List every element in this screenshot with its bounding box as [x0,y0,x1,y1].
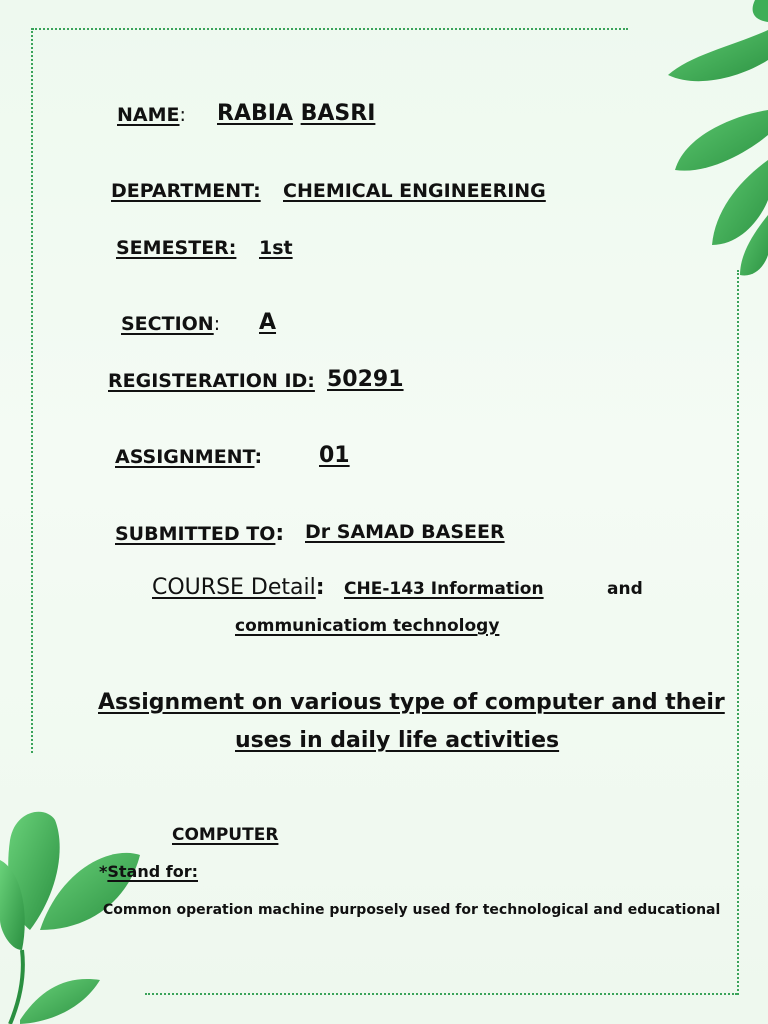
name-value [217,101,375,126]
name-first: RABIA [217,101,293,126]
registration-value: 50291 [327,367,404,392]
leaf-top-right-icon [640,0,768,290]
submitted-colon: : [275,521,285,546]
course-line1-b: and [607,579,643,599]
computer-definition: Common operation machine purposely used for technological and educational [103,902,721,918]
submitted-value: Dr SAMAD BASEER [305,521,505,543]
course-colon: : [315,575,325,600]
submitted-label: SUBMITTED TO [115,523,276,545]
assignment-row [115,446,262,468]
frame-left-border [31,28,33,753]
stand-for-row [99,862,198,881]
stand-label: Stand for: [107,862,198,881]
semester-value: 1st [259,237,293,259]
registration-label: REGISTERATION ID: [108,370,315,392]
section-row [121,313,220,335]
course-label-row [152,575,325,600]
course-line2: communicatiom technology [235,616,500,636]
name-row [117,104,186,126]
topic-line1-wrap [80,690,725,715]
section-label: SECTION [121,313,214,335]
department-value: CHEMICAL ENGINEERING [283,180,546,202]
frame-right-border [737,270,739,995]
stand-star: * [99,862,108,881]
department-label: DEPARTMENT: [111,180,261,202]
topic-line1: Assignment on various type of computer and their [98,690,725,715]
computer-heading: COMPUTER [172,825,279,845]
semester-label: SEMESTER: [116,237,237,259]
assignment-label: ASSIGNMENT [115,446,255,468]
name-colon: : [179,104,186,126]
course-line1-a: CHE-143 Information [344,579,544,599]
frame-top-border [32,28,628,30]
assignment-value: 01 [319,443,350,468]
course-label: COURSE Detail [152,575,316,600]
submitted-row [115,521,284,546]
name-last: BASRI [300,101,376,126]
assignment-colon: : [254,446,263,468]
topic-line2: uses in daily life activities [235,728,560,753]
section-colon: : [213,313,221,335]
name-label: NAME [117,104,180,126]
frame-bottom-border [145,993,737,995]
section-value: A [259,310,277,335]
